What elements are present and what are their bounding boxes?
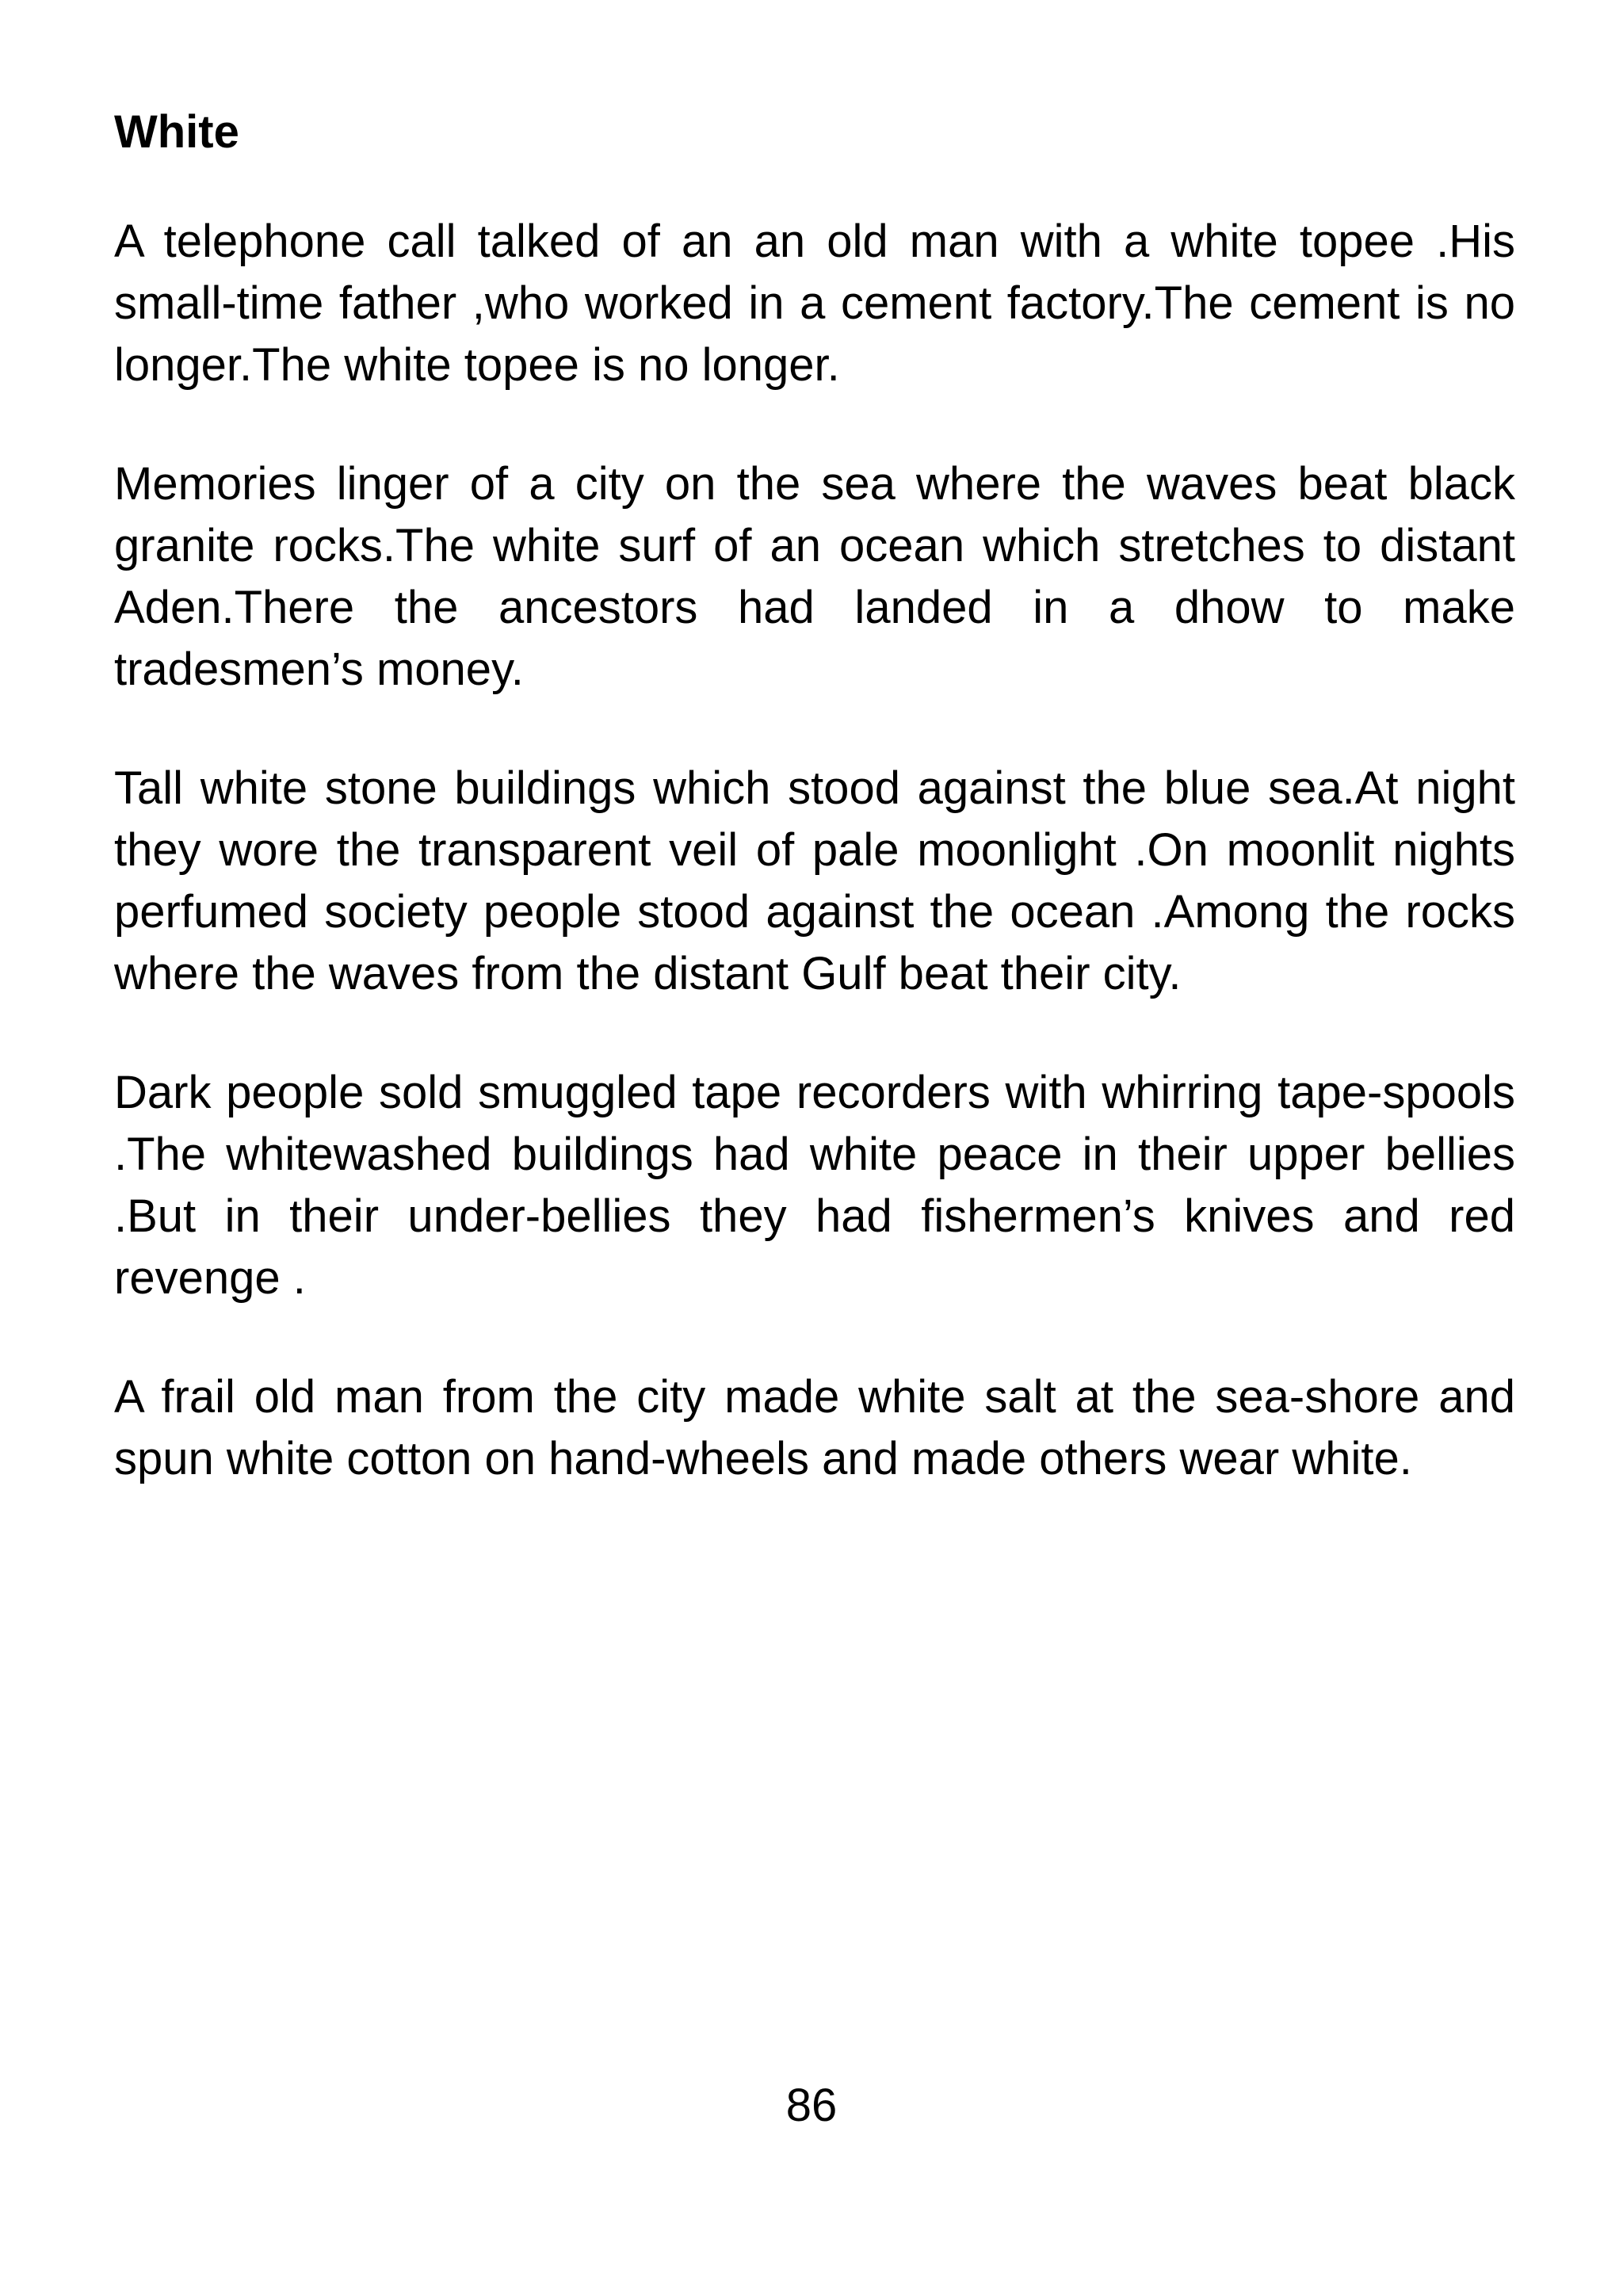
paragraph-1: A telephone call talked of an an old man with a white topee .His small-time father ,who worked in a cement factory.The cement is no longer.The white topee is no longer. xyxy=(114,216,1515,391)
document-body xyxy=(114,101,1515,1547)
page-number: 86 xyxy=(785,2080,838,2131)
page-title: White xyxy=(114,106,239,158)
paragraph-3: Tall white stone buildings which stood against the blue sea.At night they wore the transparent veil of pale moonlight .On moonlit nights perfumed society people stood against the ocean .Among the rocks where the waves from the distant Gulf beat their city. xyxy=(114,762,1515,999)
paragraph-4: Dark people sold smuggled tape recorders with whirring tape-spools .The whitewashed buildings had white peace in their upper bellies .But in their under-bellies they had fishermen’s knives and red revenge . xyxy=(114,1067,1515,1304)
paragraph-5: A frail old man from the city made white salt at the sea-shore and spun white cotton on hand-wheels and made others wear white. xyxy=(114,1371,1515,1484)
paragraph-2: Memories linger of a city on the sea where the waves beat black granite rocks.The white surf of an ocean which stretches to distant Aden.There the ancestors had landed in a dhow to make tradesmen’s money. xyxy=(114,458,1515,695)
